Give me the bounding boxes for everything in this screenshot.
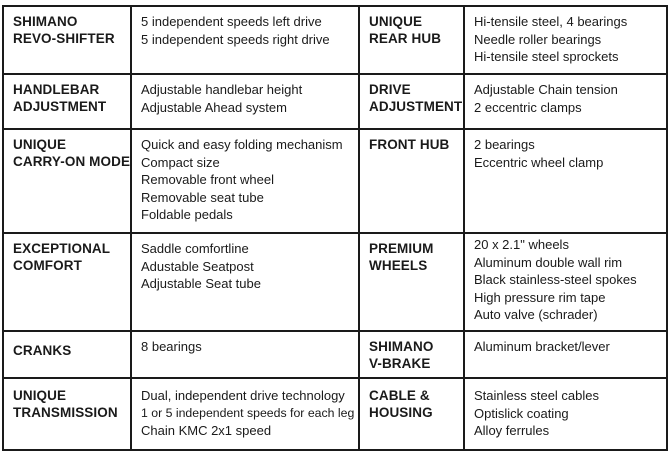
spec-value: Stainless steel cables bbox=[474, 388, 600, 403]
spec-row bbox=[3, 233, 667, 331]
spec-label-cell bbox=[3, 378, 131, 450]
spec-label-cell bbox=[359, 378, 464, 450]
spec-label: CABLE & bbox=[369, 388, 430, 403]
spec-value: 20 x 2.1" wheels bbox=[474, 237, 569, 252]
spec-value: Auto valve (schrader) bbox=[474, 307, 598, 322]
spec-label-cell bbox=[359, 233, 464, 331]
spec-label: WHEELS bbox=[369, 258, 428, 273]
spec-value: Adjustable Ahead system bbox=[141, 99, 287, 115]
spec-value: Saddle comfortline bbox=[141, 241, 249, 256]
spec-value: Adjustable Chain tension bbox=[474, 82, 618, 97]
spec-value-cell bbox=[131, 378, 359, 450]
spec-row bbox=[3, 331, 667, 378]
spec-value: Adustable Seatpost bbox=[141, 258, 254, 274]
spec-value: Needle roller bearings bbox=[474, 31, 602, 47]
spec-value: Aluminum double wall rim bbox=[474, 254, 623, 270]
spec-value: Removable front wheel bbox=[141, 172, 274, 187]
spec-value: 8 bearings bbox=[141, 339, 202, 354]
spec-value: 2 bearings bbox=[474, 137, 535, 152]
spec-value: Adjustable Seat tube bbox=[141, 276, 261, 291]
spec-label-cell bbox=[3, 233, 131, 331]
spec-label-cell bbox=[3, 74, 131, 129]
spec-value: Black stainless-steel spokes bbox=[474, 272, 637, 287]
spec-row bbox=[3, 74, 667, 129]
spec-value-cell bbox=[131, 233, 359, 331]
spec-value: Removable seat tube bbox=[141, 189, 264, 205]
spec-value: Chain KMC 2x1 speed bbox=[141, 423, 272, 438]
spec-label: CARRY-ON MODE bbox=[13, 154, 131, 169]
spec-label: TRANSMISSION bbox=[13, 405, 118, 420]
spec-value-cell bbox=[464, 233, 667, 331]
spec-label-cell bbox=[359, 129, 464, 233]
spec-label: SHIMANO bbox=[13, 14, 78, 29]
spec-value: Adjustable handlebar height bbox=[141, 82, 303, 97]
spec-label: CRANKS bbox=[13, 343, 72, 358]
spec-value: Dual, independent drive technology bbox=[141, 388, 345, 403]
spec-value: Optislick coating bbox=[474, 405, 569, 421]
spec-label: ADJUSTMENT bbox=[369, 99, 463, 114]
spec-label: COMFORT bbox=[13, 258, 82, 273]
spec-value: Aluminum bracket/lever bbox=[474, 339, 610, 354]
spec-label: UNIQUE bbox=[369, 14, 423, 29]
spec-label: UNIQUE bbox=[13, 388, 67, 403]
spec-value: 5 independent speeds left drive bbox=[141, 14, 322, 29]
spec-value: 5 independent speeds right drive bbox=[141, 31, 330, 47]
spec-label: DRIVE bbox=[369, 82, 411, 97]
spec-value: Alloy ferrules bbox=[474, 423, 550, 438]
spec-label-cell bbox=[359, 74, 464, 129]
spec-label: EXCEPTIONAL bbox=[13, 241, 111, 256]
spec-value: High pressure rim tape bbox=[474, 289, 606, 305]
spec-label: UNIQUE bbox=[13, 137, 67, 152]
spec-value-cell bbox=[464, 74, 667, 129]
spec-label-cell bbox=[359, 331, 464, 378]
spec-label-cell bbox=[3, 129, 131, 233]
spec-label-cell bbox=[359, 6, 464, 74]
spec-value: 1 or 5 independent speeds for each leg bbox=[141, 405, 355, 420]
spec-value-cell bbox=[131, 129, 359, 233]
spec-value-cell bbox=[464, 129, 667, 233]
spec-row bbox=[3, 378, 667, 450]
spec-value-cell bbox=[464, 6, 667, 74]
spec-value: Quick and easy folding mechanism bbox=[141, 137, 343, 152]
spec-value: 2 eccentric clamps bbox=[474, 99, 582, 115]
spec-label: V-BRAKE bbox=[369, 356, 431, 371]
spec-label: HANDLEBAR bbox=[13, 82, 100, 97]
spec-value-cell bbox=[131, 74, 359, 129]
spec-label: REVO-SHIFTER bbox=[13, 31, 115, 46]
spec-label: FRONT HUB bbox=[369, 137, 450, 152]
spec-value: Eccentric wheel clamp bbox=[474, 154, 604, 170]
spec-value: Compact size bbox=[141, 154, 220, 170]
spec-label-cell bbox=[3, 331, 131, 378]
spec-label: REAR HUB bbox=[369, 31, 442, 46]
spec-table bbox=[2, 5, 668, 451]
spec-value-cell bbox=[131, 331, 359, 378]
spec-value-cell bbox=[131, 6, 359, 74]
spec-value: Hi-tensile steel sprockets bbox=[474, 49, 619, 64]
spec-value-cell bbox=[464, 378, 667, 450]
spec-value: Foldable pedals bbox=[141, 207, 233, 222]
spec-label: PREMIUM bbox=[369, 241, 434, 256]
spec-row bbox=[3, 6, 667, 74]
spec-label-cell bbox=[3, 6, 131, 74]
spec-value-cell bbox=[464, 331, 667, 378]
spec-label: HOUSING bbox=[369, 405, 433, 420]
spec-value: Hi-tensile steel, 4 bearings bbox=[474, 14, 628, 29]
spec-label: SHIMANO bbox=[369, 339, 434, 354]
spec-label: ADJUSTMENT bbox=[13, 99, 107, 114]
spec-row bbox=[3, 129, 667, 233]
